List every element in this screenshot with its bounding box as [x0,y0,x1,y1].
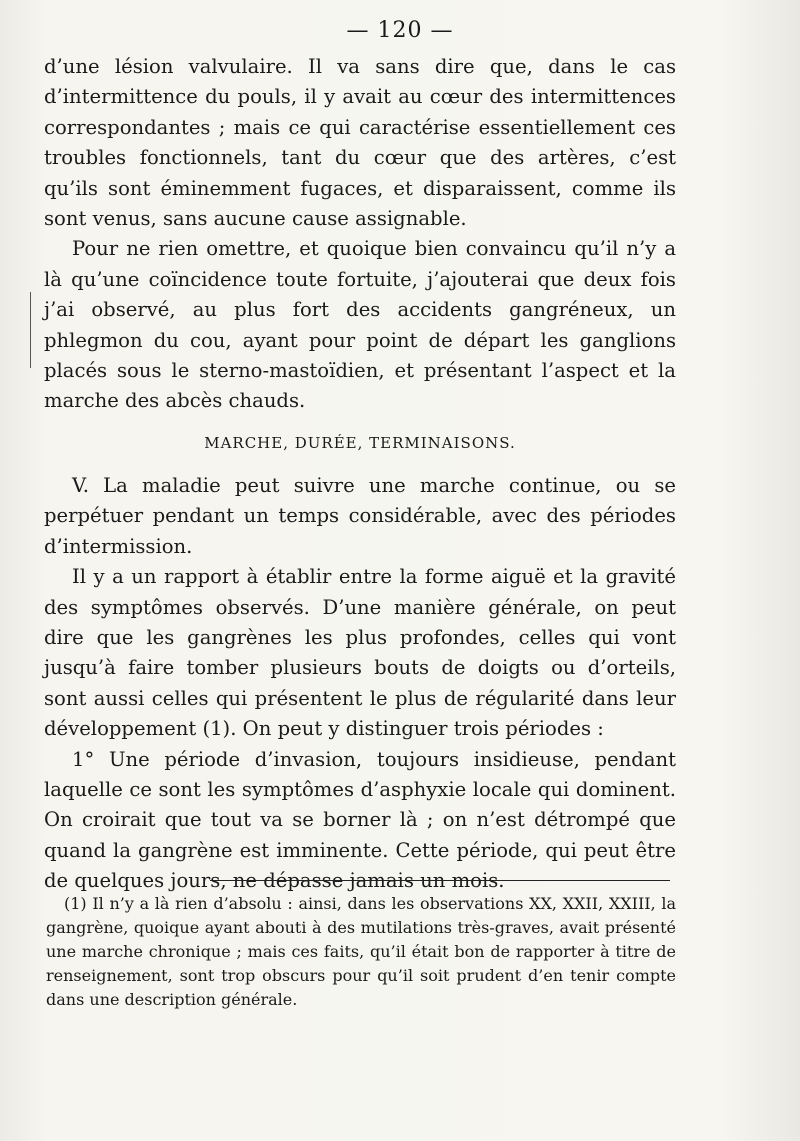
footnote-divider [210,880,670,881]
paragraph-4: Il y a un rapport à établir entre la forme aiguë et la gravité des symptômes observés. D’une manière générale, on peut dire que les gangrènes les plus profondes, celles qui vont jusqu’à faire tomber plusieurs bouts de doigts ou d’orteils, sont aussi celles qui présentent le plus de régularité dans leur développement (1). On peut y distinguer trois périodes : [44,565,676,741]
paragraph-3: V. La maladie peut suivre une marche continue, ou se perpétuer pendant un temps considérable, avec des périodes d’intermission. [44,473,676,558]
section-heading: MARCHE, DURÉE, TERMINAISONS. [204,433,516,452]
page-number: — 120 — [346,18,454,43]
paragraph-5: 1° Une période d’invasion, toujours insidieuse, pendant laquelle ce sont les symptômes d’asphyxie locale qui dominent. On croirait que tout va se borner là ; on n’est détrompé que quand la gangrène est imminente. Cette période, qui peut être de quelques jours, ne dépasse jamais un mois. [44,747,676,893]
main-text [44,52,676,897]
paragraph-1: d’une lésion valvulaire. Il va sans dire que, dans le cas d’intermittence du pouls, il y avait au cœur des intermittences correspondantes ; mais ce qui caractérise essentiellement ces troubles fonctionnels, tant du cœur que des artères, c’est qu’ils sont éminemment fugaces, et disparaissent, comme ils sont venus, sans aucune cause assignable. [44,55,676,231]
footnote: (1) Il n’y a là rien d’absolu : ainsi, dans les observations XX, XXII, XXIII, la gangrène, quoique ayant abouti à des mutilations très-graves, avait présenté une marche chronique ; mais ces faits, qu’il était bon de rapporter à titre de renseignement, sont trop obscurs pour qu’il soit prudent d’en tenir compte dans une description générale. [46,894,676,1009]
paragraph-2: Pour ne rien omettre, et quoique bien convaincu qu’il n’y a là qu’une coïncidence toute fortuite, j’ajouterai que deux fois j’ai observé, au plus fort des accidents gangréneux, un phlegmon du cou, ayant pour point de départ les ganglions placés sous le sterno-mastoïdien, et présentant l’aspect et la marche des abcès chauds. [44,237,676,413]
margin-bracket-mark [30,292,39,368]
